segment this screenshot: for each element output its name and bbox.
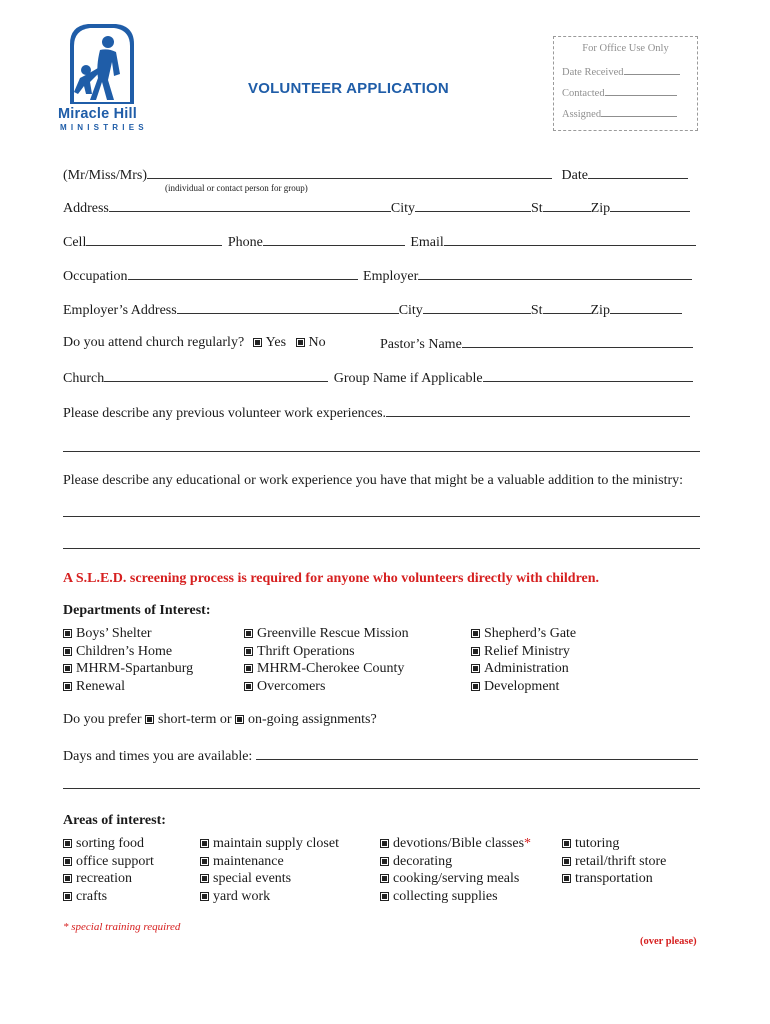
area-item: crafts (63, 888, 154, 906)
area-item: retail/thrift store (562, 853, 666, 871)
days-row: Days and times you are available: (63, 747, 698, 765)
dept-item: Thrift Operations (244, 643, 409, 661)
area-item: maintenance (200, 853, 339, 871)
over-please-note: (over please) (640, 936, 697, 947)
departments-col-2 (244, 625, 409, 695)
dept-item: Shepherd’s Gate (471, 625, 576, 643)
office-contacted: Contacted (562, 86, 677, 99)
edu-work-line-2[interactable] (63, 548, 700, 549)
area-checkbox[interactable] (200, 839, 209, 848)
office-heading: For Office Use Only (582, 43, 669, 54)
prev-work-field[interactable] (386, 404, 690, 417)
area-checkbox[interactable] (200, 892, 209, 901)
dept-checkbox[interactable] (63, 629, 72, 638)
area-item: sorting food (63, 835, 154, 853)
office-assigned: Assigned (562, 107, 677, 120)
area-checkbox[interactable] (562, 857, 571, 866)
area-checkbox[interactable] (63, 892, 72, 901)
dept-item: MHRM-Cherokee County (244, 660, 409, 678)
employer-field[interactable] (418, 267, 692, 280)
brand-subtitle: MINISTRIES (60, 123, 148, 132)
brand-name: Miracle Hill (58, 106, 137, 122)
area-item: recreation (63, 870, 154, 888)
area-checkbox[interactable] (562, 874, 571, 883)
church-no-checkbox[interactable] (296, 338, 305, 347)
occupation-field[interactable] (128, 267, 358, 280)
area-item: transportation (562, 870, 666, 888)
zip-field[interactable] (610, 199, 690, 212)
dept-checkbox[interactable] (244, 664, 253, 673)
departments-heading: Departments of Interest: (63, 603, 211, 618)
dept-item: Children’s Home (63, 643, 193, 661)
prev-work-row: Please describe any previous volunteer work experiences. (63, 404, 690, 422)
area-item: tutoring (562, 835, 666, 853)
dept-checkbox[interactable] (63, 647, 72, 656)
areas-col-1 (63, 835, 154, 905)
dept-checkbox[interactable] (471, 647, 480, 656)
area-checkbox[interactable] (380, 839, 389, 848)
area-item: cooking/serving meals (380, 870, 531, 888)
dept-item: Overcomers (244, 678, 409, 696)
pastor-row: Pastor’s Name (380, 335, 693, 353)
address-field[interactable] (109, 199, 391, 212)
special-training-note: * special training required (63, 921, 181, 933)
departments-col-3 (471, 625, 576, 695)
name-note: (individual or contact person for group) (165, 183, 308, 193)
dept-item: Administration (471, 660, 576, 678)
dept-item: Greenville Rescue Mission (244, 625, 409, 643)
dept-item: Development (471, 678, 576, 696)
occupation-row: Occupation Employer (63, 267, 692, 285)
dept-checkbox[interactable] (471, 682, 480, 691)
areas-col-3 (380, 835, 531, 905)
date-received-line[interactable] (624, 65, 680, 75)
church-question-row: Do you attend church regularly? Yes No (63, 335, 326, 350)
prev-work-line-2[interactable] (63, 451, 700, 452)
state-field[interactable] (543, 199, 591, 212)
area-checkbox[interactable] (200, 857, 209, 866)
employer-address-row: Employer’s Address City St Zip (63, 301, 682, 319)
employer-address-field[interactable] (177, 301, 399, 314)
address-row: Address City St Zip (63, 199, 690, 217)
dept-item: Relief Ministry (471, 643, 576, 661)
area-item: decorating (380, 853, 531, 871)
areas-heading: Areas of interest: (63, 813, 166, 828)
name-field[interactable] (147, 166, 552, 179)
departments-col-1 (63, 625, 193, 695)
pastor-field[interactable] (462, 335, 693, 348)
area-checkbox[interactable] (562, 839, 571, 848)
church-yes-checkbox[interactable] (253, 338, 262, 347)
page-title: VOLUNTEER APPLICATION (248, 80, 449, 97)
group-field[interactable] (483, 369, 693, 382)
area-checkbox[interactable] (63, 874, 72, 883)
phone-field[interactable] (263, 233, 405, 246)
area-checkbox[interactable] (380, 892, 389, 901)
area-item: maintain supply closet (200, 835, 339, 853)
dept-checkbox[interactable] (244, 629, 253, 638)
area-checkbox[interactable] (63, 839, 72, 848)
employer-city-field[interactable] (423, 301, 531, 314)
area-checkbox[interactable] (380, 857, 389, 866)
dept-item: MHRM-Spartanburg (63, 660, 193, 678)
areas-col-4 (562, 835, 666, 888)
contact-row: Cell Phone Email (63, 233, 696, 251)
city-field[interactable] (415, 199, 531, 212)
dept-item: Boys’ Shelter (63, 625, 193, 643)
dept-checkbox[interactable] (244, 647, 253, 656)
days-field[interactable] (256, 747, 698, 760)
contacted-line[interactable] (605, 86, 677, 96)
employer-state-field[interactable] (543, 301, 591, 314)
office-date-received: Date Received (562, 65, 680, 78)
dept-checkbox[interactable] (244, 682, 253, 691)
area-checkbox[interactable] (200, 874, 209, 883)
area-item: devotions/Bible classes* (380, 835, 531, 853)
sled-notice: A S.L.E.D. screening process is required for anyone who volunteers directly with children. (63, 571, 600, 586)
office-use-box (553, 36, 698, 131)
on-going-checkbox[interactable] (235, 715, 244, 724)
cell-field[interactable] (86, 233, 222, 246)
area-checkbox[interactable] (380, 874, 389, 883)
email-field[interactable] (444, 233, 696, 246)
area-item: office support (63, 853, 154, 871)
area-item: collecting supplies (380, 888, 531, 906)
name-row: (Mr/Miss/Mrs) Date (63, 166, 688, 184)
prefer-row: Do you prefer short-term or on-going assignments? (63, 712, 377, 727)
special-training-marker: * (524, 836, 532, 851)
edu-work-question: Please describe any educational or work experience you have that might be a valuable addition to the ministry: (63, 473, 684, 488)
areas-col-2 (200, 835, 339, 905)
area-item: special events (200, 870, 339, 888)
dept-item: Renewal (63, 678, 193, 696)
dept-checkbox[interactable] (63, 664, 72, 673)
edu-work-line-1[interactable] (63, 516, 700, 517)
church-row: Church Group Name if Applicable (63, 369, 693, 387)
area-checkbox[interactable] (63, 857, 72, 866)
dept-checkbox[interactable] (63, 682, 72, 691)
employer-zip-field[interactable] (610, 301, 682, 314)
church-field[interactable] (104, 369, 328, 382)
dept-checkbox[interactable] (471, 664, 480, 673)
area-item: yard work (200, 888, 339, 906)
days-line-2[interactable] (63, 788, 700, 789)
date-field[interactable] (588, 166, 688, 179)
short-term-checkbox[interactable] (145, 715, 154, 724)
dept-checkbox[interactable] (471, 629, 480, 638)
assigned-line[interactable] (601, 107, 677, 117)
